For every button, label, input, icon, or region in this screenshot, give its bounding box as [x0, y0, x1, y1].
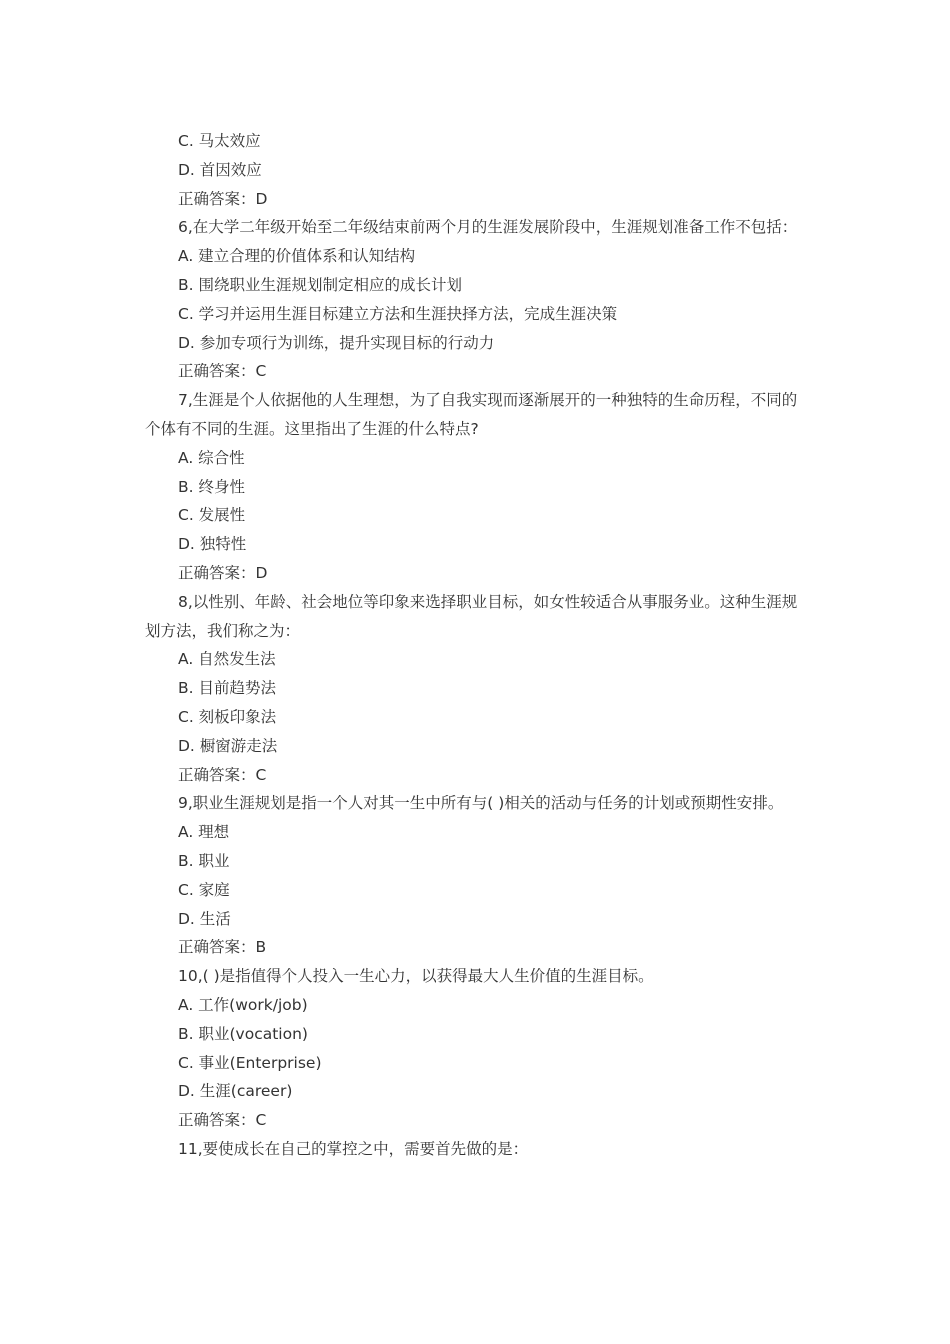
question-7: 7,生涯是个人依据他的人生理想，为了自我实现而逐渐展开的一种独特的生命历程，不同的个体有不同的生涯。这里指出了生涯的什么特点? — [145, 391, 798, 438]
answer: 正确答案：D — [178, 189, 268, 208]
option-c: C. 事业(Enterprise) — [178, 1053, 322, 1072]
option-a: A. 工作(work/job) — [178, 995, 308, 1014]
option-b: B. 目前趋势法 — [178, 679, 276, 698]
option-a: A. 综合性 — [178, 448, 245, 467]
question-8: 8,以性别、年龄、社会地位等印象来选择职业目标，如女性较适合从事服务业。这种生涯规划方法，我们称之为： — [145, 592, 798, 640]
option-d: D. 独特性 — [178, 535, 247, 554]
question-6: 6,在大学二年级开始至二年级结束前两个月的生涯发展阶段中，生涯规划准备工作不包括： — [178, 218, 798, 237]
answer: 正确答案：C — [178, 1111, 267, 1130]
answer: 正确答案：C — [178, 765, 267, 784]
option-b: B. 职业(vocation) — [178, 1024, 308, 1043]
option-c: C. 马太效应 — [178, 132, 261, 150]
option-d: D. 生活 — [178, 909, 231, 928]
document-content — [145, 127, 800, 1164]
option-d: D. 首因效应 — [178, 160, 262, 179]
option-c: C. 家庭 — [178, 880, 230, 899]
option-c: C. 发展性 — [178, 506, 246, 525]
option-a: A. 建立合理的价值体系和认知结构 — [178, 247, 416, 266]
option-c: C. 刻板印象法 — [178, 707, 277, 726]
option-b: B. 围绕职业生涯规划制定相应的成长计划 — [178, 275, 462, 294]
answer: 正确答案：B — [178, 938, 267, 957]
question-11: 11,要使成长在自己的掌控之中，需要首先做的是： — [178, 1139, 529, 1158]
question-10: 10,( )是指值得个人投入一生心力，以获得最大人生价值的生涯目标。 — [178, 967, 654, 986]
option-d: D. 生涯(career) — [178, 1082, 293, 1101]
option-b: B. 职业 — [178, 851, 230, 870]
answer: 正确答案：C — [178, 362, 267, 381]
question-9: 9,职业生涯规划是指一个人对其一生中所有与( )相关的活动与任务的计划或预期性安排。 — [178, 794, 784, 813]
answer: 正确答案：D — [178, 563, 268, 582]
option-b: B. 终身性 — [178, 477, 245, 496]
option-a: A. 理想 — [178, 823, 230, 842]
option-d: D. 橱窗游走法 — [178, 736, 278, 755]
option-c: C. 学习并运用生涯目标建立方法和生涯抉择方法，完成生涯决策 — [178, 304, 618, 323]
option-d: D. 参加专项行为训练，提升实现目标的行动力 — [178, 333, 495, 352]
option-a: A. 自然发生法 — [178, 650, 276, 669]
